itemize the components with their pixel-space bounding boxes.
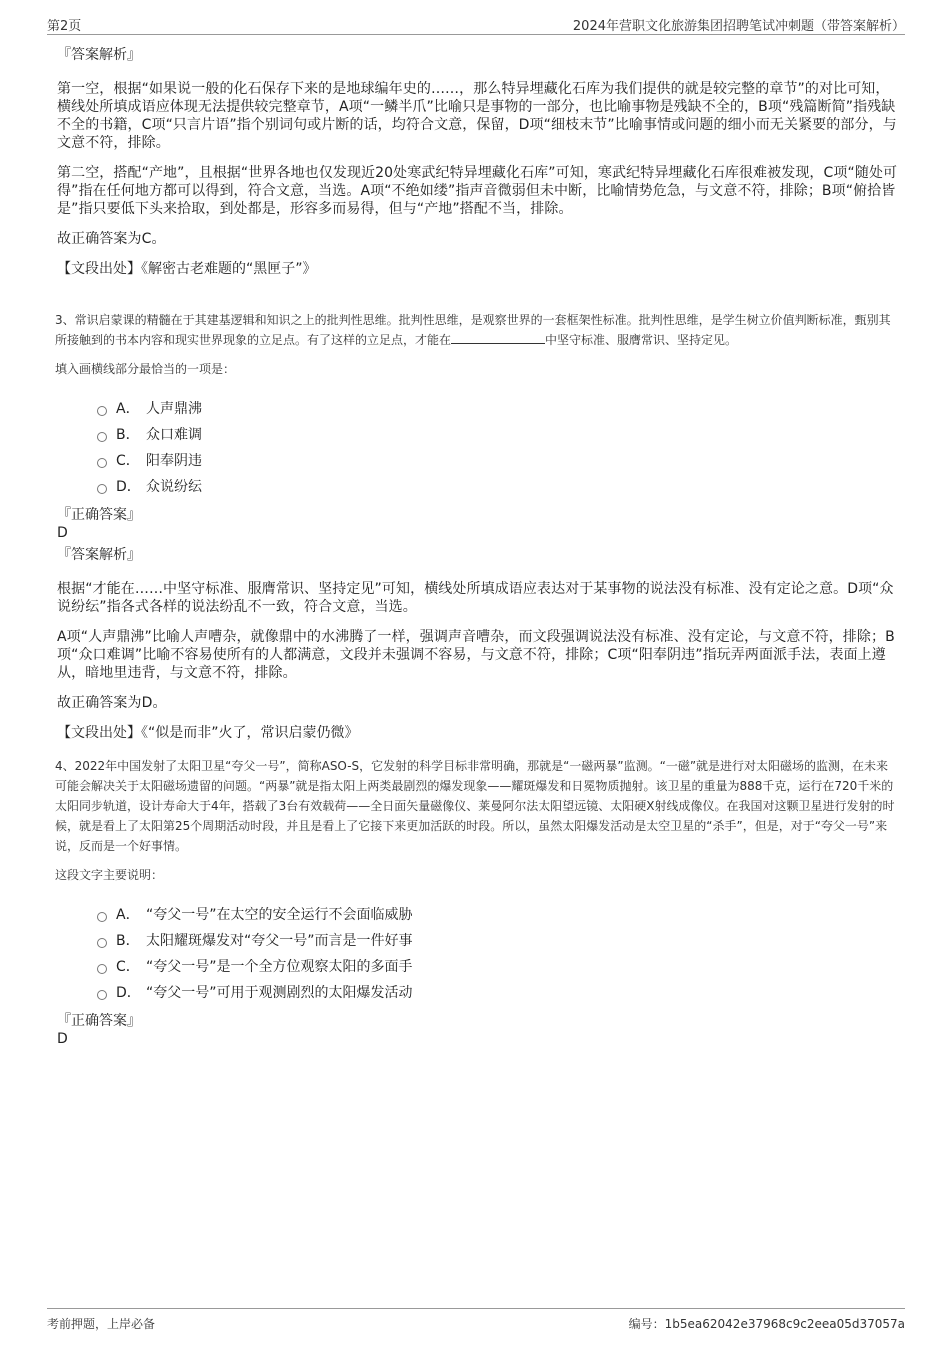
page-footer [47,1308,905,1335]
question-stem: 4、2022年中国发射了太阳卫星“夸父一号”，简称ASO-S，它发射的科学目标非常明确，那就是“一磁两暴”监测。“一磁”就是进行对太阳磁场的监测，在未来可能会解决关于太阳磁场遗留的问题。“两暴”就是指太阳上两类最剧烈的爆发现象——耀斑爆发和日冕物质抛射。该卫星的重量为888千克，运行在720千米的太阳同步轨道，设计寿命大于4年，搭载了3台有效载荷——全日面矢量磁像仪、莱曼阿尔法太阳望远镜、太阳硬X射线成像仪。在我国对这颗卫星进行发射的时候，就是看上了太阳第25个周期活动时段，并且是看上了它接下来更加活跃的时段。所以，虽然太阳爆发活动是太空卫星的“杀手”，但是，对于“夸父一号”来说，反而是一个好事情。 [55,759,895,853]
page-number: 第2页 [47,19,82,34]
option-c[interactable] [97,954,900,980]
question-4 [55,756,900,1048]
option-text: “夸父一号”可用于观测剧烈的太阳爆发活动 [146,985,413,1001]
option-d[interactable] [97,980,900,1006]
option-d[interactable] [97,474,900,500]
correct-answer-label: 『正确答案』 [57,1013,141,1029]
question-2-analysis [55,46,900,278]
analysis-paragraph: A项“人声鼎沸”比喻人声嘈杂，就像鼎中的水沸腾了一样，强调声音嘈杂，而文段强调说法没有标准、没有定论，与文意不符，排除；B项“众口难调”比喻不容易使所有的人都满意，文段并未强调不容易，与文意不符，排除；C项“阳奉阴违”指玩弄两面派手法，表面上遵从，暗地里违背，与文意不符，排除。 [57,629,895,681]
question-stem-text: 3、常识启蒙课的精髓在于其建基逻辑和知识之上的批判性思维。批判性思维，是观察世界的一套框架性标准。批判性思维，是学生树立价值判断标准，甄别其所接触到的书本内容和现实世界现象的立足点。有了这样的立足点，才能在 [55,313,891,347]
radio-button[interactable] [97,964,107,974]
radio-button[interactable] [97,990,107,1000]
option-text: “夸父一号”是一个全方位观察太阳的多面手 [146,959,413,975]
option-letter: C． [116,959,140,975]
analysis-conclusion: 故正确答案为D。 [57,695,167,711]
option-a[interactable] [97,902,900,928]
analysis-paragraph: 第二空，搭配“产地”，且根据“世界各地也仅发现近20处寒武纪特异埋藏化石库”可知，寒武纪特异埋藏化石库很难被发现，C项“随处可得”指在任何地方都可以得到，符合文意，当选。A项“不绝如缕”指声音微弱但未中断，比喻情势危急，与文意不符，排除；B项“俯拾皆是”指只要低下头来拾取，到处都是，形容多而易得，但与“产地”搭配不当，排除。 [57,165,898,217]
radio-button[interactable] [97,912,107,922]
document-id: 编号：1b5ea62042e37968c9c2eea05d37057a [628,1317,905,1331]
option-b[interactable] [97,422,900,448]
option-letter: D． [116,479,141,495]
option-letter: C． [116,453,140,469]
option-list [97,902,900,1006]
analysis-conclusion: 故正确答案为C。 [57,231,166,247]
footer-slogan: 考前押题，上岸必备 [47,1317,156,1331]
radio-button[interactable] [97,484,107,494]
correct-answer: D [57,525,68,541]
option-b[interactable] [97,928,900,954]
option-letter: B． [116,933,140,949]
document-title: 2024年营职文化旅游集团招聘笔试冲刺题（带答案解析） [572,19,905,34]
question-prompt: 填入画横线部分最恰当的一项是： [55,362,236,376]
option-text: 太阳耀斑爆发对“夸父一号”而言是一件好事 [146,933,413,949]
question-stem-text: 中坚守标准、服膺常识、坚持定见。 [545,333,738,347]
option-letter: A． [116,401,140,417]
option-text: 众口难调 [146,427,202,443]
radio-button[interactable] [97,406,107,416]
analysis-paragraph: 第一空，根据“如果说一般的化石保存下来的是地球编年史的……，那么特异埋藏化石库为我们提供的就是较完整的章节”的对比可知，横线处所填成语应体现无法提供较完整章节，A项“一鳞半爪”比喻只是事物的一部分，也比喻事物是残缺不全的，B项“残篇断简”指残缺不全的书籍，C项“只言片语”指个别词句或片断的话，均符合文意，保留，D项“细枝末节”比喻事情或问题的细小而无关紧要的部分，与文意不符，排除。 [57,81,897,151]
option-text: 众说纷纭 [146,479,202,495]
question-prompt: 这段文字主要说明： [55,868,164,882]
option-text: 人声鼎沸 [146,401,202,417]
correct-answer-label: 『正确答案』 [57,507,141,523]
fill-blank [451,331,545,344]
question-stem [55,310,900,350]
radio-button[interactable] [97,458,107,468]
source-citation: 【文段出处】《“似是而非”火了，常识启蒙仍微》 [57,725,359,741]
radio-button[interactable] [97,938,107,948]
correct-answer: D [57,1031,68,1047]
option-text: 阳奉阴违 [146,453,202,469]
option-list [97,396,900,500]
source-citation: 【文段出处】《解密古老难题的“黑匣子”》 [57,261,317,277]
radio-button[interactable] [97,432,107,442]
page-content [55,46,900,1052]
page-header [47,12,905,35]
analysis-label: 『答案解析』 [57,547,141,563]
option-letter: A． [116,907,140,923]
analysis-paragraph: 根据“才能在……中坚守标准、服膺常识、坚持定见”可知，横线处所填成语应表达对于某事物的说法没有标准、没有定论之意。D项“众说纷纭”指各式各样的说法纷乱不一致，符合文意，当选。 [57,581,894,615]
analysis-label: 『答案解析』 [57,47,141,63]
option-letter: D． [116,985,141,1001]
option-letter: B． [116,427,140,443]
option-c[interactable] [97,448,900,474]
option-a[interactable] [97,396,900,422]
option-text: “夸父一号”在太空的安全运行不会面临威胁 [146,907,413,923]
question-3 [55,310,900,742]
